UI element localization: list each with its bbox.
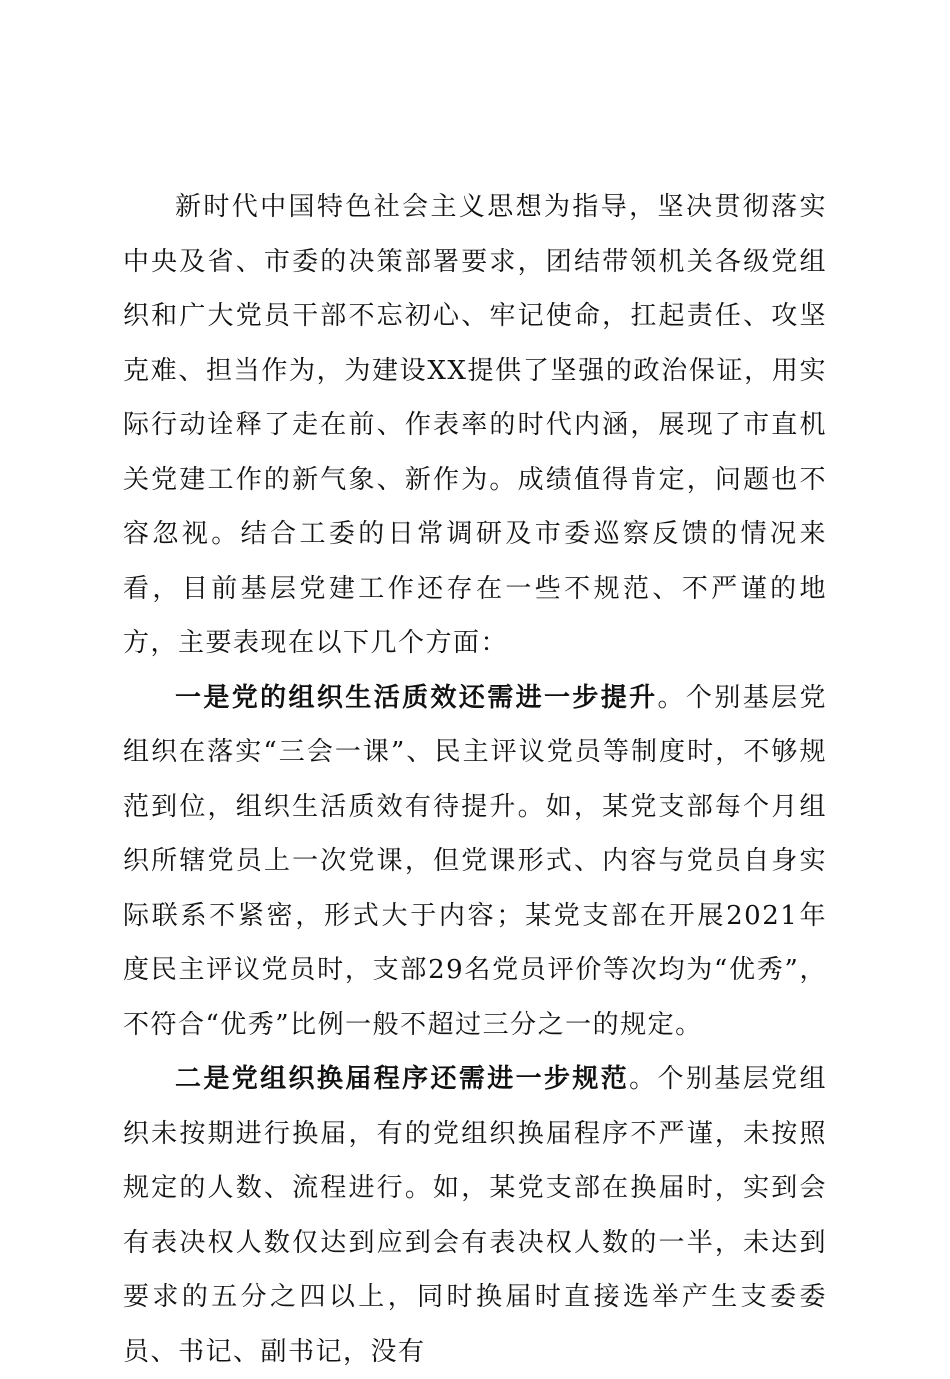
point-two-text: 。个别基层党组织未按期进行换届，有的党组织换届程序不严谨，未按照规定的人数、流程进行。如，某党支部在换届时，实到会有表决权人数仅达到应到会有表决权人数的一半，未达到要求的五分之四以上，同时换届时直接选举产生支委委员、书记、副书记，没有 — [123, 1064, 827, 1367]
paragraph-intro-text: 新时代中国特色社会主义思想为指导，坚决贯彻落实中央及省、市委的决策部署要求，团结带领机关各级党组织和广大党员干部不忘初心、牢记使命，扛起责任、攻坚克难、担当作为，为建设XX提供了坚强的政治保证，用实际行动诠释了走在前、作表率的时代内涵，展现了市直机关党建工作的新气象、新作为。成绩值得肯定，问题也不容忽视。结合工委的日常调研及市委巡察反馈的情况来看，目前基层党建工作还存在一些不规范、不严谨的地方，主要表现在以下几个方面： — [123, 192, 827, 658]
point-one-text: 。个别基层党组织在落实“三会一课”、民主评议党员等制度时，不够规范到位，组织生活质效有待提升。如，某党支部每个月组织所辖党员上一次党课，但党课形式、内容与党员自身实际联系不紧密，形式大于内容；某党支部在开展2021年度民主评议党员时，支部29名党员评价等次均为“优秀”，不符合“优秀”比例一般不超过三分之一的规定。 — [123, 682, 827, 1040]
point-two-heading: 二是党组织换届程序还需进一步规范 — [175, 1064, 630, 1094]
document-body — [123, 180, 827, 1379]
paragraph-intro — [123, 180, 827, 671]
paragraph-point-two — [123, 1052, 827, 1379]
point-one-heading: 一是党的组织生活质效还需进一步提升 — [175, 682, 658, 713]
paragraph-point-one — [123, 671, 827, 1053]
